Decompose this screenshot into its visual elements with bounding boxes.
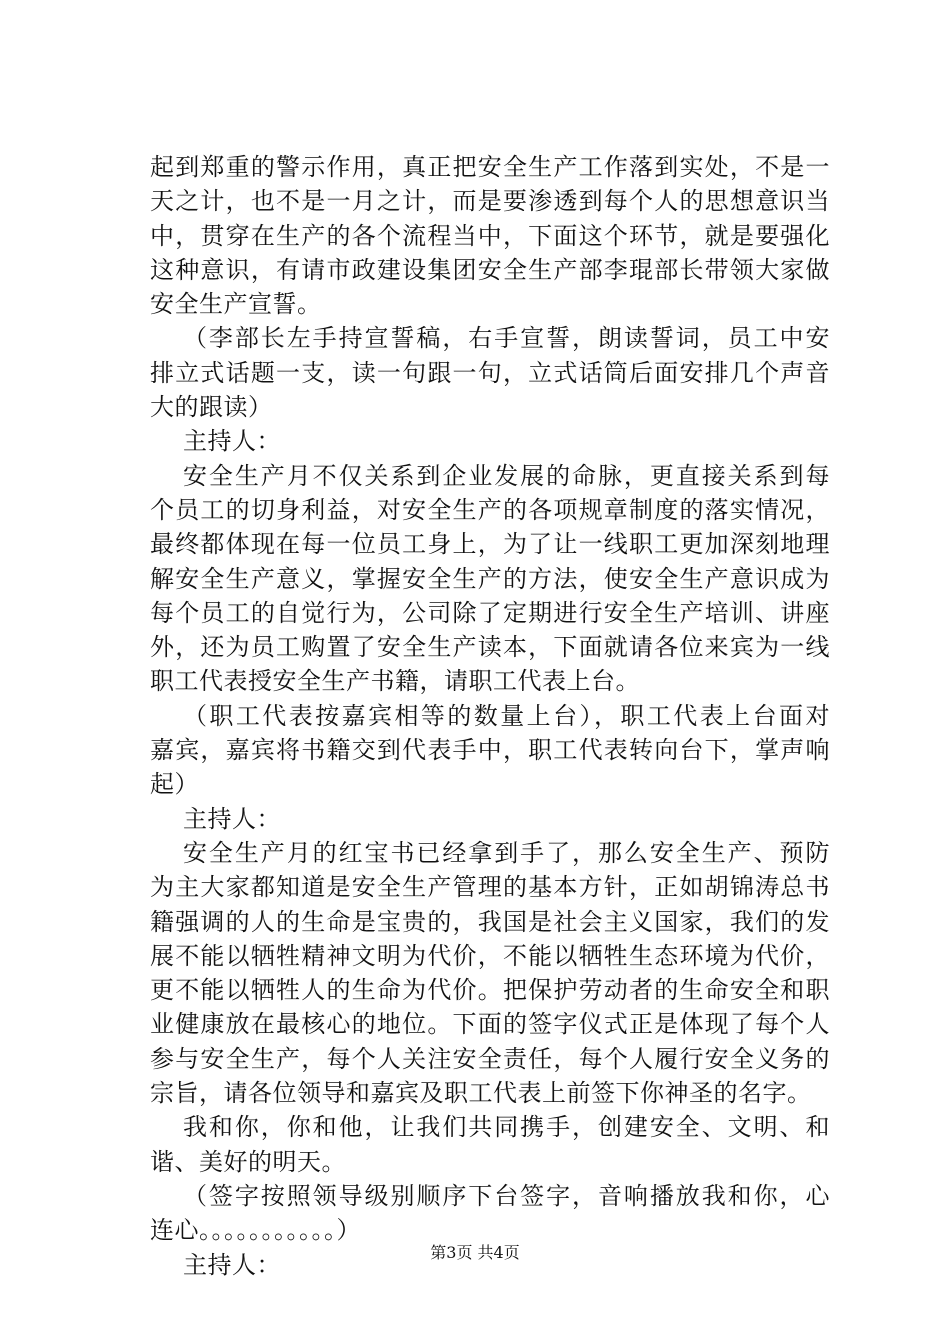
text-line: 外，还为员工购置了安全生产读本，下面就请各位来宾为一线: [150, 633, 830, 662]
text-line: 天之计，也不是一月之计，而是要渗透到每个人的思想意识当: [150, 187, 830, 216]
text-line: 起到郑重的警示作用，真正把安全生产工作落到实处，不是一: [150, 153, 830, 181]
text-line: 展不能以牺牲精神文明为代价，不能以牺牲生态环境为代价，: [150, 941, 830, 970]
text-line: 个员工的切身利益，对安全生产的各项规章制度的落实情况，: [150, 495, 830, 524]
stage-direction-line: （李部长左手持宣誓稿，右手宣誓，朗读誓词，员工中安: [183, 324, 830, 353]
text-line: 为主大家都知道是安全生产管理的基本方针，正如胡锦涛总书: [150, 873, 830, 902]
speaker-label: 主持人：: [183, 427, 281, 456]
stage-direction-line: 起）: [150, 770, 199, 799]
text-line: 最终都体现在每一位员工身上，为了让一线职工更加深刻地理: [150, 530, 830, 559]
page-number-footer: 第3页 共4页: [430, 1243, 520, 1262]
stage-direction-line: 排立式话题一支，读一句跟一句，立式话筒后面安排几个声音: [150, 358, 830, 387]
text-line: 中，贯穿在生产的各个流程当中，下面这个环节，就是要强化: [150, 221, 830, 250]
speaker-label: 主持人：: [183, 804, 281, 833]
text-line: 业健康放在最核心的地位。下面的签字仪式正是体现了每个人: [150, 1010, 830, 1039]
speaker-label: 主持人：: [183, 1250, 281, 1279]
text-line: 谐、美好的明天。: [150, 1147, 346, 1176]
document-body: [150, 150, 830, 1282]
text-line: 职工代表授安全生产书籍，请职工代表上台。: [150, 667, 640, 696]
text-line: 我和你，你和他，让我们共同携手，创建安全、文明、和: [183, 1113, 830, 1142]
text-line: 籍强调的人的生命是宝贵的，我国是社会主义国家，我们的发: [150, 907, 830, 936]
text-line: 安全生产宣誓。: [150, 290, 322, 319]
text-line: 解安全生产意义，掌握安全生产的方法，使安全生产意识成为: [150, 564, 830, 593]
stage-direction-line: （职工代表按嘉宾相等的数量上台），职工代表上台面对: [183, 701, 830, 730]
text-line: 每个员工的自觉行为，公司除了定期进行安全生产培训、讲座: [150, 598, 830, 627]
text-line: 宗旨，请各位领导和嘉宾及职工代表上前签下你神圣的名字。: [150, 1079, 812, 1108]
stage-direction-line: 连心。。。。。。。。。。。）: [150, 1216, 361, 1245]
text-line: 安全生产月不仅关系到企业发展的命脉，更直接关系到每: [183, 461, 830, 490]
stage-direction-line: 大的跟读）: [150, 393, 273, 422]
stage-direction-line: 嘉宾，嘉宾将书籍交到代表手中，职工代表转向台下，掌声响: [150, 736, 830, 765]
text-line: 更不能以牺牲人的生命为代价。把保护劳动者的生命安全和职: [150, 976, 830, 1005]
text-line: 参与安全生产，每个人关注安全责任，每个人履行安全义务的: [150, 1044, 830, 1073]
text-line: 安全生产月的红宝书已经拿到手了，那么安全生产、预防: [183, 838, 830, 867]
stage-direction-line: （签字按照领导级别顺序下台签字，音响播放我和你，心: [183, 1181, 830, 1210]
text-line: 这种意识，有请市政建设集团安全生产部李琨部长带领大家做: [150, 255, 830, 284]
